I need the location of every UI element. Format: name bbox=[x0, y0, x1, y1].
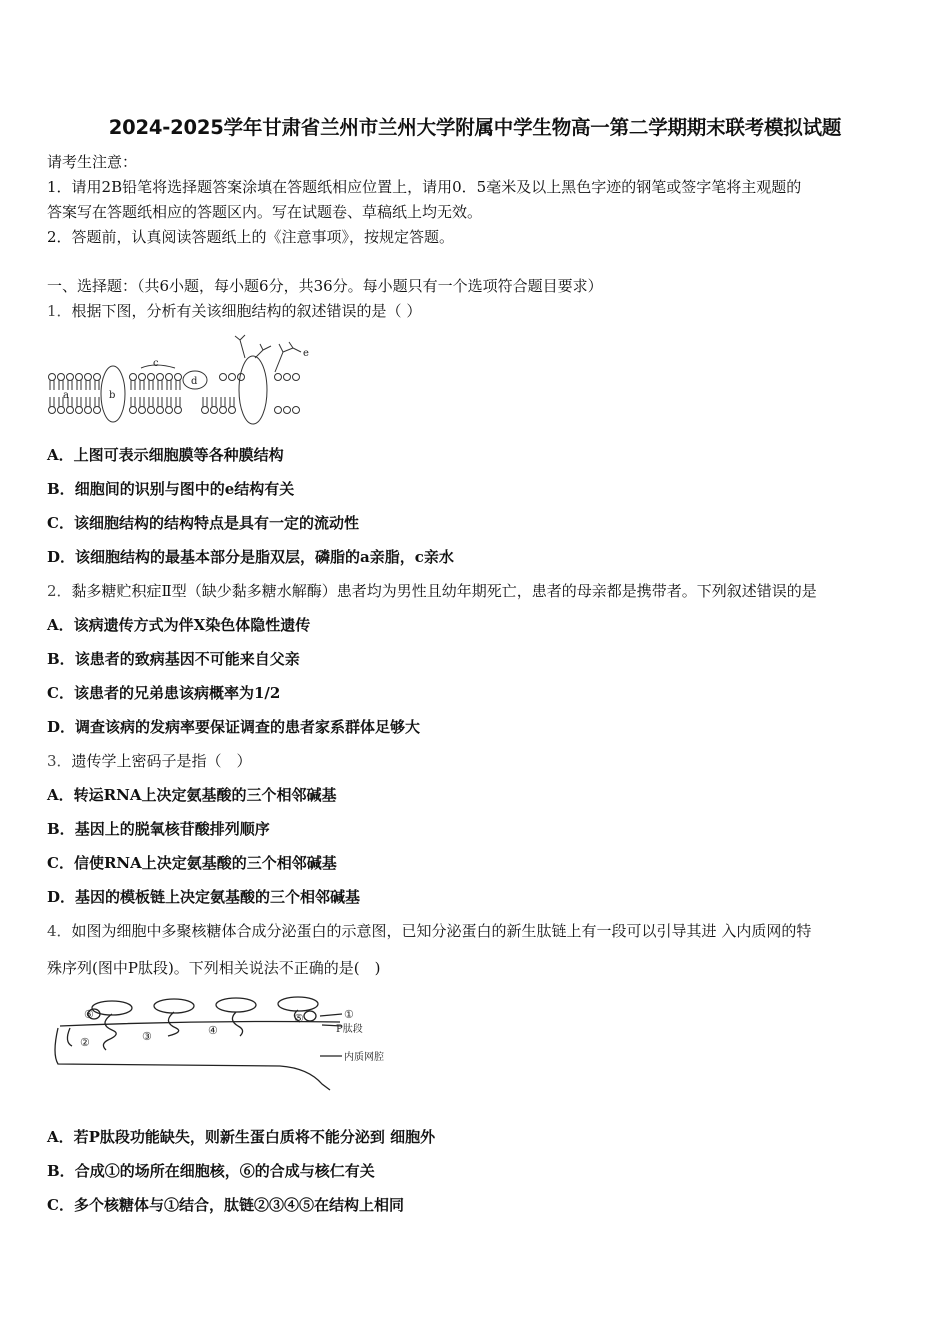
label-4: ④ bbox=[208, 1024, 218, 1037]
section-heading: 一、选择题：（共6小题，每小题6分，共36分。每小题只有一个选项符合题目要求） bbox=[47, 277, 603, 295]
peptide-chain bbox=[168, 1012, 179, 1036]
notice-line-1: 1．请用2B铅笔将选择题答案涂填在答题纸相应位置上，请用0．5毫米及以上黑色字迹的钢笔或签字笔将主观题的 bbox=[47, 178, 802, 196]
polyribosome-figure bbox=[50, 994, 410, 1094]
glycoprotein-chains bbox=[235, 335, 301, 372]
label-a: a bbox=[63, 390, 69, 401]
q2-option-b[interactable]: B．该患者的致病基因不可能来自父亲 bbox=[47, 650, 300, 668]
ribosome bbox=[216, 998, 256, 1012]
ribosome bbox=[278, 997, 318, 1011]
question-4-stem-line-1: 4．如图为细胞中多聚核糖体合成分泌蛋白的示意图，已知分泌蛋白的新生肽链上有一段可以引导其进 入内质网的特 bbox=[47, 922, 812, 940]
q2-option-c[interactable]: C．该患者的兄弟患该病概率为1/2 bbox=[47, 684, 281, 702]
label-er-lumen: 内质网腔 bbox=[344, 1052, 384, 1063]
label-2: ② bbox=[80, 1036, 90, 1049]
q1-option-d[interactable]: D．该细胞结构的最基本部分是脂双层，磷脂的a亲脂，c亲水 bbox=[47, 548, 454, 566]
ribosome bbox=[92, 1001, 132, 1015]
question-3-stem: 3．遗传学上密码子是指（ ） bbox=[47, 752, 252, 770]
q4-option-c[interactable]: C．多个核糖体与①结合，肽链②③④⑤在结构上相同 bbox=[47, 1196, 404, 1214]
phospholipid-heads-middle bbox=[130, 374, 236, 414]
peptide-chain bbox=[232, 1012, 242, 1036]
label-c: c bbox=[153, 358, 159, 369]
question-number: 1． bbox=[47, 302, 72, 320]
notice-line-2: 答案写在答题纸相应的答题区内。写在试题卷、草稿纸上均无效。 bbox=[47, 203, 483, 221]
label-p-peptide: P肽段 bbox=[336, 1024, 363, 1035]
q3-option-b[interactable]: B．基因上的脱氧核苷酸排列顺序 bbox=[47, 820, 270, 838]
notice-line-3: 2．答题前，认真阅读答题纸上的《注意事项》，按规定答题。 bbox=[47, 228, 455, 246]
phospholipid-heads-left bbox=[49, 374, 101, 414]
label-d: d bbox=[191, 376, 198, 387]
peptide-chain bbox=[103, 1014, 116, 1050]
q3-option-a[interactable]: A．转运RNA上决定氨基酸的三个相邻碱基 bbox=[47, 786, 337, 804]
membrane-figure bbox=[45, 332, 315, 432]
q1-option-b[interactable]: B．细胞间的识别与图中的e结构有关 bbox=[47, 480, 295, 498]
question-4-stem-line-2: 殊序列(图中P肽段)。下列相关说法不正确的是( ) bbox=[47, 959, 381, 977]
ribosome bbox=[154, 999, 194, 1013]
q3-option-d[interactable]: D．基因的模板链上决定氨基酸的三个相邻碱基 bbox=[47, 888, 361, 906]
label-3: ③ bbox=[142, 1030, 152, 1043]
q3-option-c[interactable]: C．信使RNA上决定氨基酸的三个相邻碱基 bbox=[47, 854, 337, 872]
question-2-stem: 2．黏多糖贮积症Ⅱ型（缺少黏多糖水解酶）患者均为男性且幼年期死亡，患者的母亲都是携带者。下列叙述错误的是 bbox=[47, 582, 817, 600]
question-1-stem bbox=[47, 301, 421, 321]
label-1: ① bbox=[344, 1008, 354, 1021]
er-membrane bbox=[55, 1028, 330, 1090]
page-title: 2024-2025学年甘肃省兰州市兰州大学附属中学生物高一第二学期期末联考模拟试题 bbox=[108, 116, 842, 139]
transmembrane-protein bbox=[239, 356, 267, 424]
q4-option-a[interactable]: A．若P肽段功能缺失，则新生蛋白质将不能分泌到 细胞外 bbox=[47, 1128, 436, 1146]
notice-heading: 请考生注意： bbox=[47, 153, 138, 171]
label-e: e bbox=[303, 348, 309, 359]
label-5: ⑤ bbox=[294, 1012, 304, 1025]
label-b: b bbox=[109, 390, 116, 401]
q1-option-a[interactable]: A．上图可表示细胞膜等各种膜结构 bbox=[47, 446, 284, 464]
phospholipid-heads-right bbox=[220, 374, 300, 414]
q2-option-a[interactable]: A．该病遗传方式为伴X染色体隐性遗传 bbox=[47, 616, 311, 634]
label-6: ⑥ bbox=[84, 1008, 94, 1021]
q1-option-c[interactable]: C．该细胞结构的结构特点是具有一定的流动性 bbox=[47, 514, 359, 532]
q2-option-d[interactable]: D．调查该病的发病率要保证调查的患者家系群体足够大 bbox=[47, 718, 421, 736]
q4-option-b[interactable]: B．合成①的场所在细胞核，⑥的合成与核仁有关 bbox=[47, 1162, 375, 1180]
question-text: 根据下图，分析有关该细胞结构的叙述错误的是（ ） bbox=[71, 302, 422, 320]
